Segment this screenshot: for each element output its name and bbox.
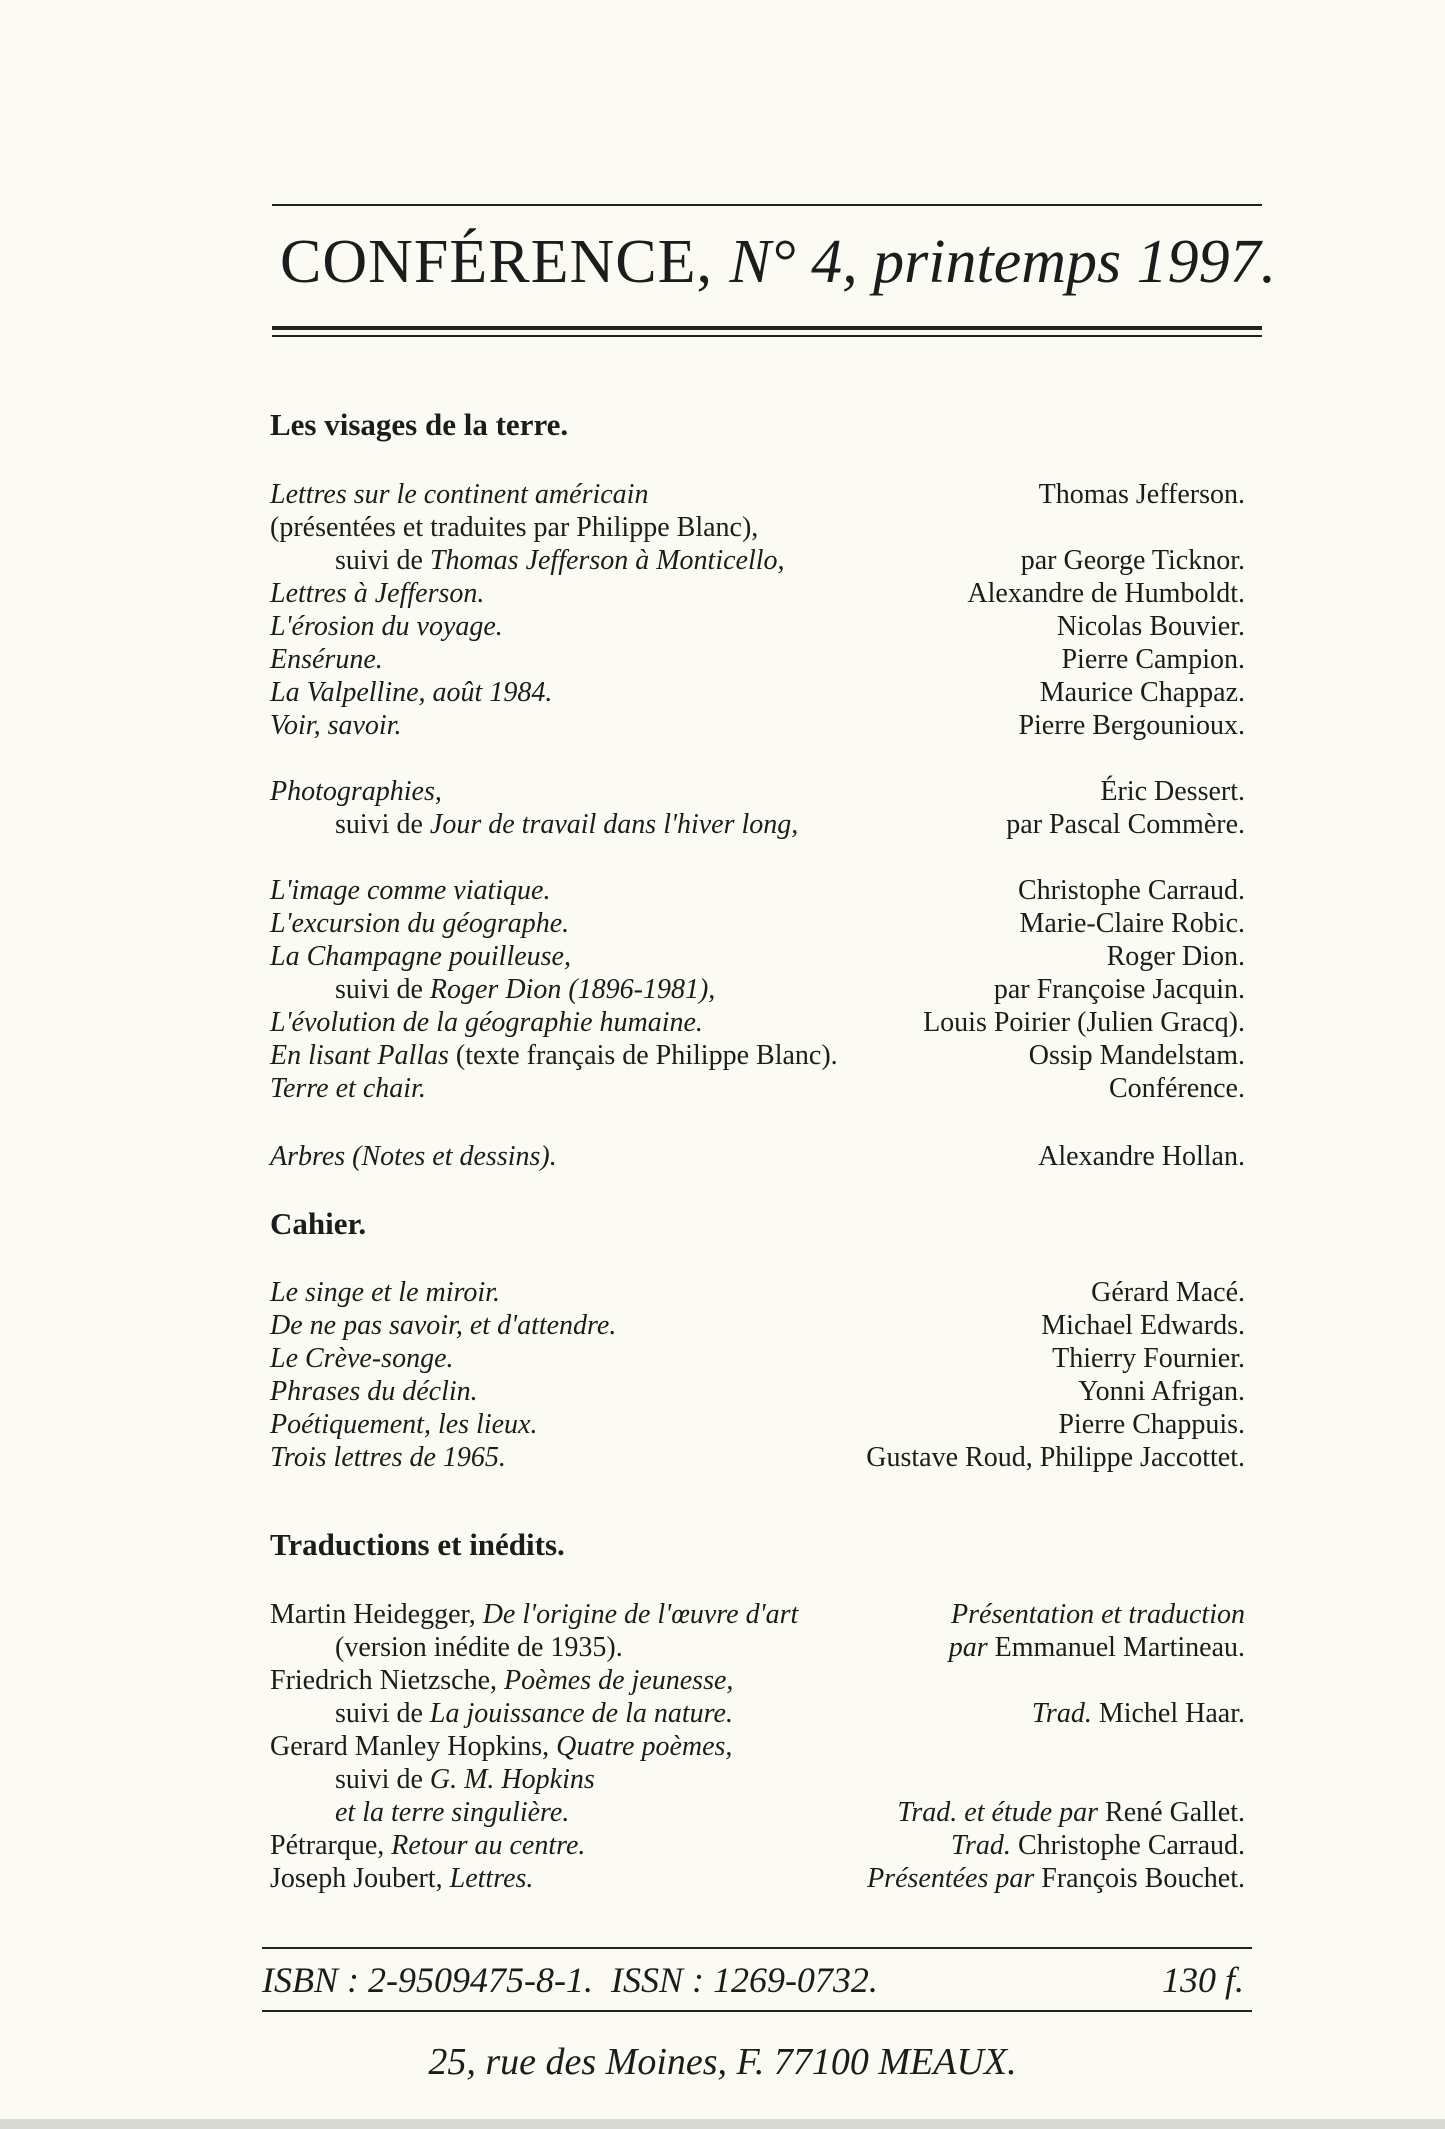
list-item: suivi de La jouissance de la nature. Trad. Michel Haar.	[335, 1698, 1245, 1729]
section-heading-cahier: Cahier.	[270, 1206, 367, 1241]
list-item: La Valpelline, août 1984. Maurice Chappaz.	[270, 677, 1245, 708]
page-title	[280, 222, 1277, 302]
list-item: suivi de Roger Dion (1896-1981), par Françoise Jacquin.	[335, 974, 1245, 1005]
list-item: suivi de Jour de travail dans l'hiver long, par Pascal Commère.	[335, 809, 1245, 840]
list-item: Poétiquement, les lieux. Pierre Chappuis.	[270, 1409, 1245, 1440]
list-item: Martin Heidegger, De l'origine de l'œuvre d'art Présentation et traduction	[270, 1599, 1245, 1630]
title-rule-thick	[272, 326, 1262, 330]
list-item: Le singe et le miroir. Gérard Macé.	[270, 1277, 1245, 1308]
list-item: Ensérune. Pierre Campion.	[270, 644, 1245, 675]
footer-rule-bottom	[262, 2010, 1252, 2012]
top-rule	[272, 204, 1262, 206]
list-item: (présentées et traduites par Philippe Blanc),	[270, 512, 759, 543]
list-item: Joseph Joubert, Lettres. Présentées par François Bouchet.	[270, 1863, 1245, 1894]
list-item: De ne pas savoir, et d'attendre. Michael Edwards.	[270, 1310, 1245, 1341]
list-item: et la terre singulière. Trad. et étude par René Gallet.	[335, 1797, 1245, 1828]
list-item: Arbres (Notes et dessins). Alexandre Hollan.	[270, 1141, 1245, 1172]
footer-rule-top	[262, 1947, 1252, 1949]
title-main: CONFÉRENCE,	[280, 228, 713, 296]
list-item: L'image comme viatique. Christophe Carraud.	[270, 875, 1245, 906]
list-item: Gerard Manley Hopkins, Quatre poèmes,	[270, 1731, 733, 1762]
list-item: Voir, savoir. Pierre Bergounioux.	[270, 710, 1245, 741]
list-item: L'érosion du voyage. Nicolas Bouvier.	[270, 611, 1245, 642]
list-item: Lettres sur le continent américain Thomas Jefferson.	[270, 479, 1245, 510]
list-item: L'excursion du géographe. Marie-Claire Robic.	[270, 908, 1245, 939]
list-item: Friedrich Nietzsche, Poèmes de jeunesse,	[270, 1665, 734, 1696]
list-item: La Champagne pouilleuse, Roger Dion.	[270, 941, 1245, 972]
list-item: Le Crève-songe. Thierry Fournier.	[270, 1343, 1245, 1374]
list-item: suivi de Thomas Jefferson à Monticello, par George Ticknor.	[335, 545, 1245, 576]
publisher-address: 25, rue des Moines, F. 77100 MEAUX.	[428, 2041, 1017, 2083]
list-item: Lettres à Jefferson. Alexandre de Humboldt.	[270, 578, 1245, 609]
list-item: (version inédite de 1935). par Emmanuel Martineau.	[335, 1632, 1245, 1663]
list-item: Photographies, Éric Dessert.	[270, 776, 1245, 807]
footer-identifiers	[262, 1958, 1252, 2002]
section-heading-visages: Les visages de la terre.	[270, 407, 569, 442]
title-rule-thin	[272, 335, 1262, 337]
list-item: suivi de G. M. Hopkins	[335, 1764, 595, 1795]
list-item: L'évolution de la géographie humaine. Louis Poirier (Julien Gracq).	[270, 1007, 1245, 1038]
isbn-text: ISBN : 2-9509475-8-1.	[262, 1960, 593, 2000]
list-item: Pétrarque, Retour au centre. Trad. Christophe Carraud.	[270, 1830, 1245, 1861]
list-item: Phrases du déclin. Yonni Afrigan.	[270, 1376, 1245, 1407]
list-item: En lisant Pallas (texte français de Philippe Blanc). Ossip Mandelstam.	[270, 1040, 1245, 1071]
scan-edge	[0, 2119, 1445, 2129]
issn-text: ISSN : 1269-0732.	[610, 1960, 878, 2000]
list-item: Terre et chair. Conférence.	[270, 1073, 1245, 1104]
title-issue: N° 4, printemps 1997.	[729, 228, 1277, 296]
list-item: Trois lettres de 1965. Gustave Roud, Philippe Jaccottet.	[270, 1442, 1245, 1473]
section-heading-traductions: Traductions et inédits.	[270, 1527, 565, 1562]
price-text: 130 f.	[1161, 1960, 1244, 2000]
